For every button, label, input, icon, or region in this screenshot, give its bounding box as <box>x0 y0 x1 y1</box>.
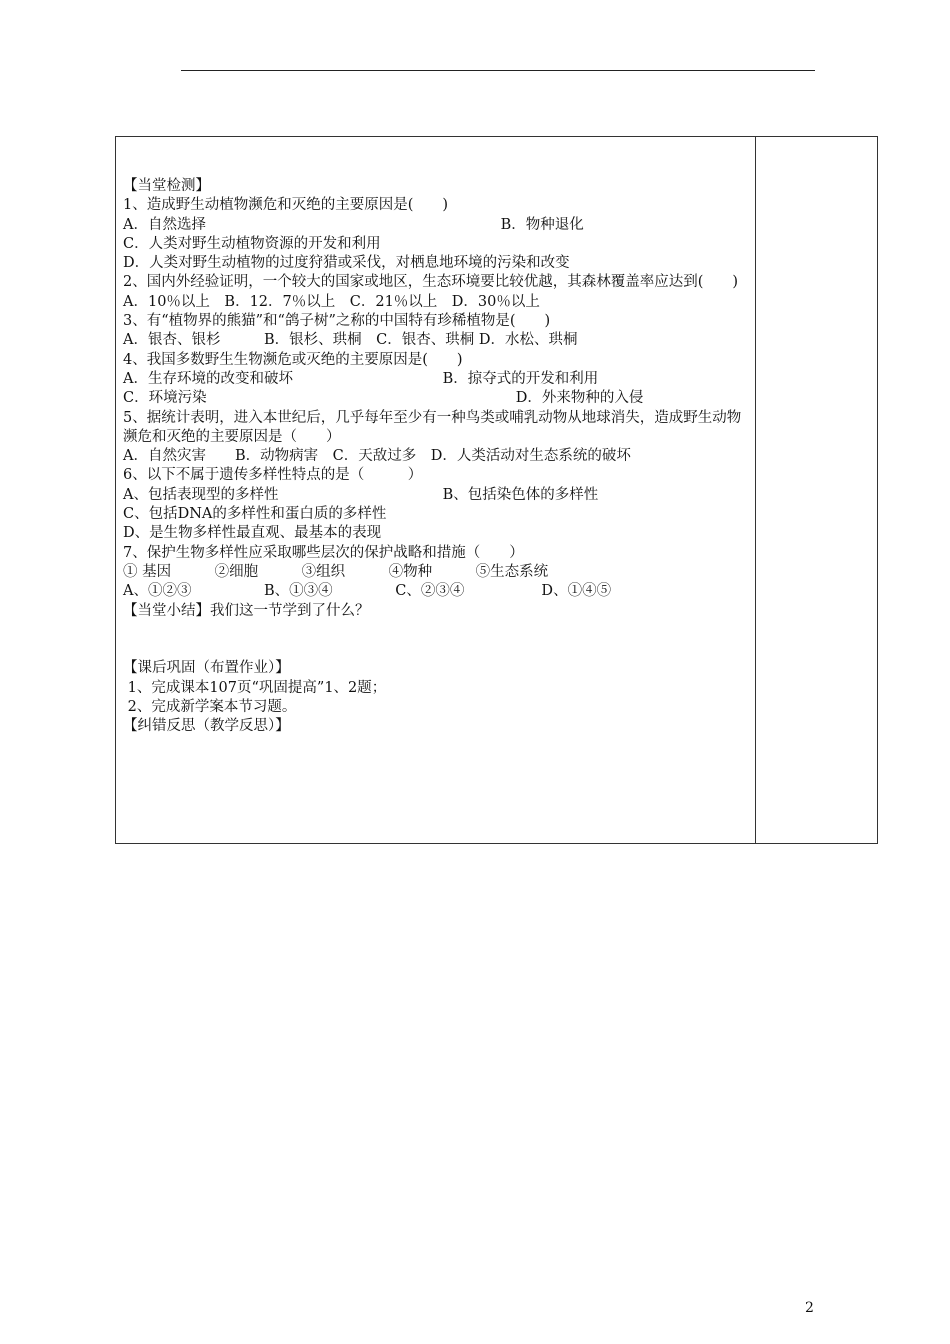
header-rule <box>181 70 815 71</box>
question-7-items: ① 基因 ②细胞 ③组织 ④物种 ⑤生态系统 <box>123 563 549 580</box>
question-7-options: A、①②③ B、①③④ C、②③④ D、①④⑤ <box>123 583 612 600</box>
section-heading-homework: 【课后巩固（布置作业）】 <box>123 660 290 677</box>
question-1: 1、造成野生动植物濒危和灭绝的主要原因是( ) <box>123 197 449 214</box>
page-number: 2 <box>805 1300 814 1316</box>
question-2: 2、国内外经验证明，一个较大的国家或地区，生态环境要比较优越，其森林覆盖率应达到( ) <box>123 274 739 291</box>
question-3: 3、有“植物界的熊猫”和“鸽子树”之称的中国特有珍稀植物是( ) <box>123 313 551 330</box>
section-heading-in-class-test: 【当堂检测】 <box>123 178 210 194</box>
question-6-option-d: D、是生物多样性最直观、最基本的表现 <box>123 525 382 542</box>
question-6-option-c: C、包括DNA的多样性和蛋白质的多样性 <box>123 506 387 523</box>
lesson-content <box>123 177 753 737</box>
question-5-options: A．自然灾害 B．动物病害 C．天敌过多 D．人类活动对生态系统的破坏 <box>123 448 631 465</box>
question-7: 7、保护生物多样性应采取哪些层次的保护战略和措施（ ） <box>123 544 524 561</box>
question-3-options: A．银杏、银杉 B．银杉、珙桐 C．银杏、珙桐 D．水松、珙桐 <box>123 332 578 349</box>
section-heading-summary: 【当堂小结】我们这一节学到了什么？ <box>123 602 370 619</box>
question-1-option-d: D．人类对野生动植物的过度狩猎或采伐，对栖息地环境的污染和改变 <box>123 255 570 272</box>
question-6: 6、以下不属于遗传多样性特点的是（ ） <box>123 467 423 484</box>
question-4: 4、我国多数野生生物濒危或灭绝的主要原因是( ) <box>123 351 463 368</box>
question-6-options-ab: A、包括表现型的多样性 B、包括染色体的多样性 <box>123 486 599 503</box>
table-column-divider <box>755 136 756 844</box>
question-5: 5、据统计表明，进入本世纪后，几乎每年至少有一种鸟类或哺乳动物从地球消失，造成野生动物濒危和灭绝的主要原因是（ ） <box>123 409 742 445</box>
question-4-options-cd: C．环境污染 D．外来物种的入侵 <box>123 390 644 407</box>
question-2-options: A．10％以上 B．12．7％以上 C．21％以上 D．30％以上 <box>123 293 540 310</box>
blank-space <box>123 621 753 660</box>
homework-item-1: 1、完成课本107页“巩固提高”1、2题； <box>123 679 387 696</box>
question-1-option-c: C．人类对野生动植物资源的开发和利用 <box>123 235 381 252</box>
homework-item-2: 2、完成新学案本节习题。 <box>123 699 297 716</box>
question-1-options-ab: A．自然选择 B．物种退化 <box>123 216 584 233</box>
question-4-options-ab: A．生存环境的改变和破坏 B．掠夺式的开发和利用 <box>123 370 599 387</box>
section-heading-reflection: 【纠错反思（教学反思）】 <box>123 718 290 735</box>
